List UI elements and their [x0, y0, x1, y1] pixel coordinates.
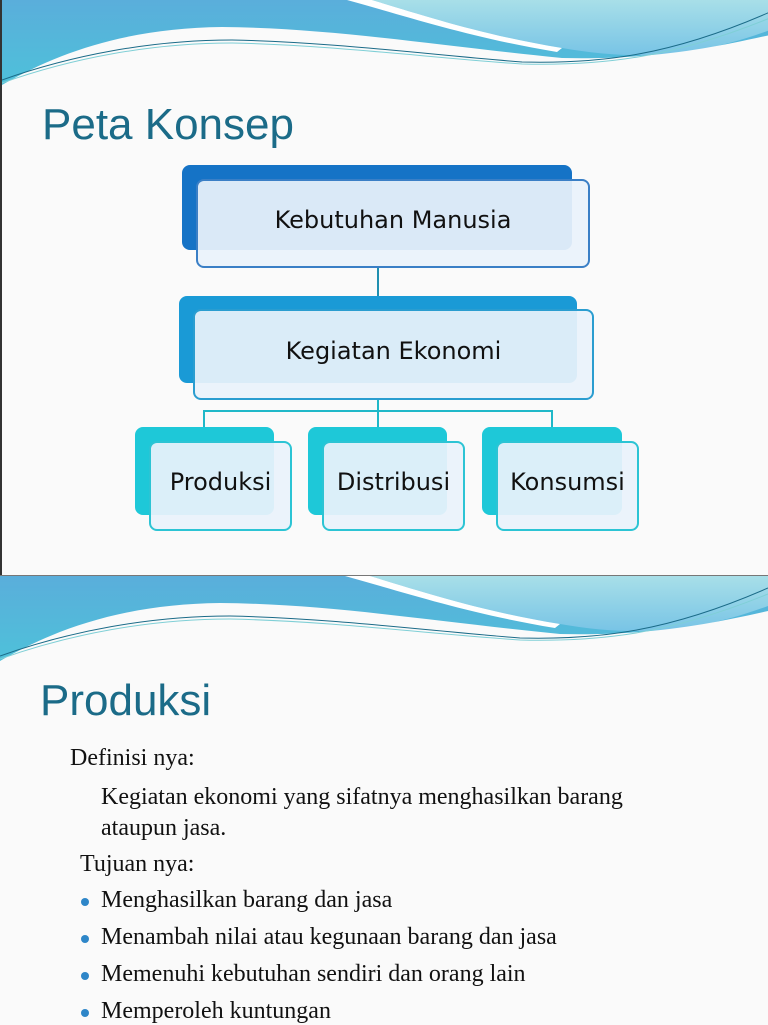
- connector-line: [377, 400, 379, 427]
- definition-text-line: Kegiatan ekonomi yang sifatnya menghasilkan barang: [101, 784, 623, 810]
- node-label: Produksi: [169, 468, 272, 496]
- node-distribusi: [322, 441, 465, 531]
- wave-header-decoration: [2, 0, 768, 100]
- connector-line: [203, 410, 553, 412]
- connector-line: [551, 410, 553, 427]
- bullet-icon: [81, 1009, 89, 1017]
- node-label: Kebutuhan Manusia: [274, 205, 512, 234]
- wave-header-decoration: [0, 576, 768, 676]
- node-label: Kegiatan Ekonomi: [285, 336, 502, 365]
- goal-item: Menghasilkan barang dan jasa: [101, 887, 393, 913]
- bullet-icon: [81, 898, 89, 906]
- definition-label: Definisi nya:: [70, 745, 195, 771]
- slide-title: Produksi: [40, 676, 212, 725]
- slide-title: Peta Konsep: [42, 100, 294, 149]
- goal-label: Tujuan nya:: [80, 851, 195, 877]
- connector-line: [377, 268, 379, 296]
- goal-item: Memenuhi kebutuhan sendiri dan orang lain: [101, 961, 526, 987]
- node-konsumsi: [496, 441, 639, 531]
- definition-text-line: ataupun jasa.: [101, 815, 227, 841]
- node-kebutuhan-manusia: [196, 179, 590, 268]
- node-label: Distribusi: [336, 468, 451, 496]
- bullet-icon: [81, 972, 89, 980]
- node-kegiatan-ekonomi: [193, 309, 594, 400]
- goal-item: Memperoleh kuntungan: [101, 998, 331, 1024]
- node-produksi: [149, 441, 292, 531]
- connector-line: [203, 410, 205, 427]
- goal-item: Menambah nilai atau kegunaan barang dan jasa: [101, 924, 557, 950]
- slide-produksi: [0, 575, 768, 1025]
- node-label: Konsumsi: [510, 468, 625, 496]
- bullet-icon: [81, 935, 89, 943]
